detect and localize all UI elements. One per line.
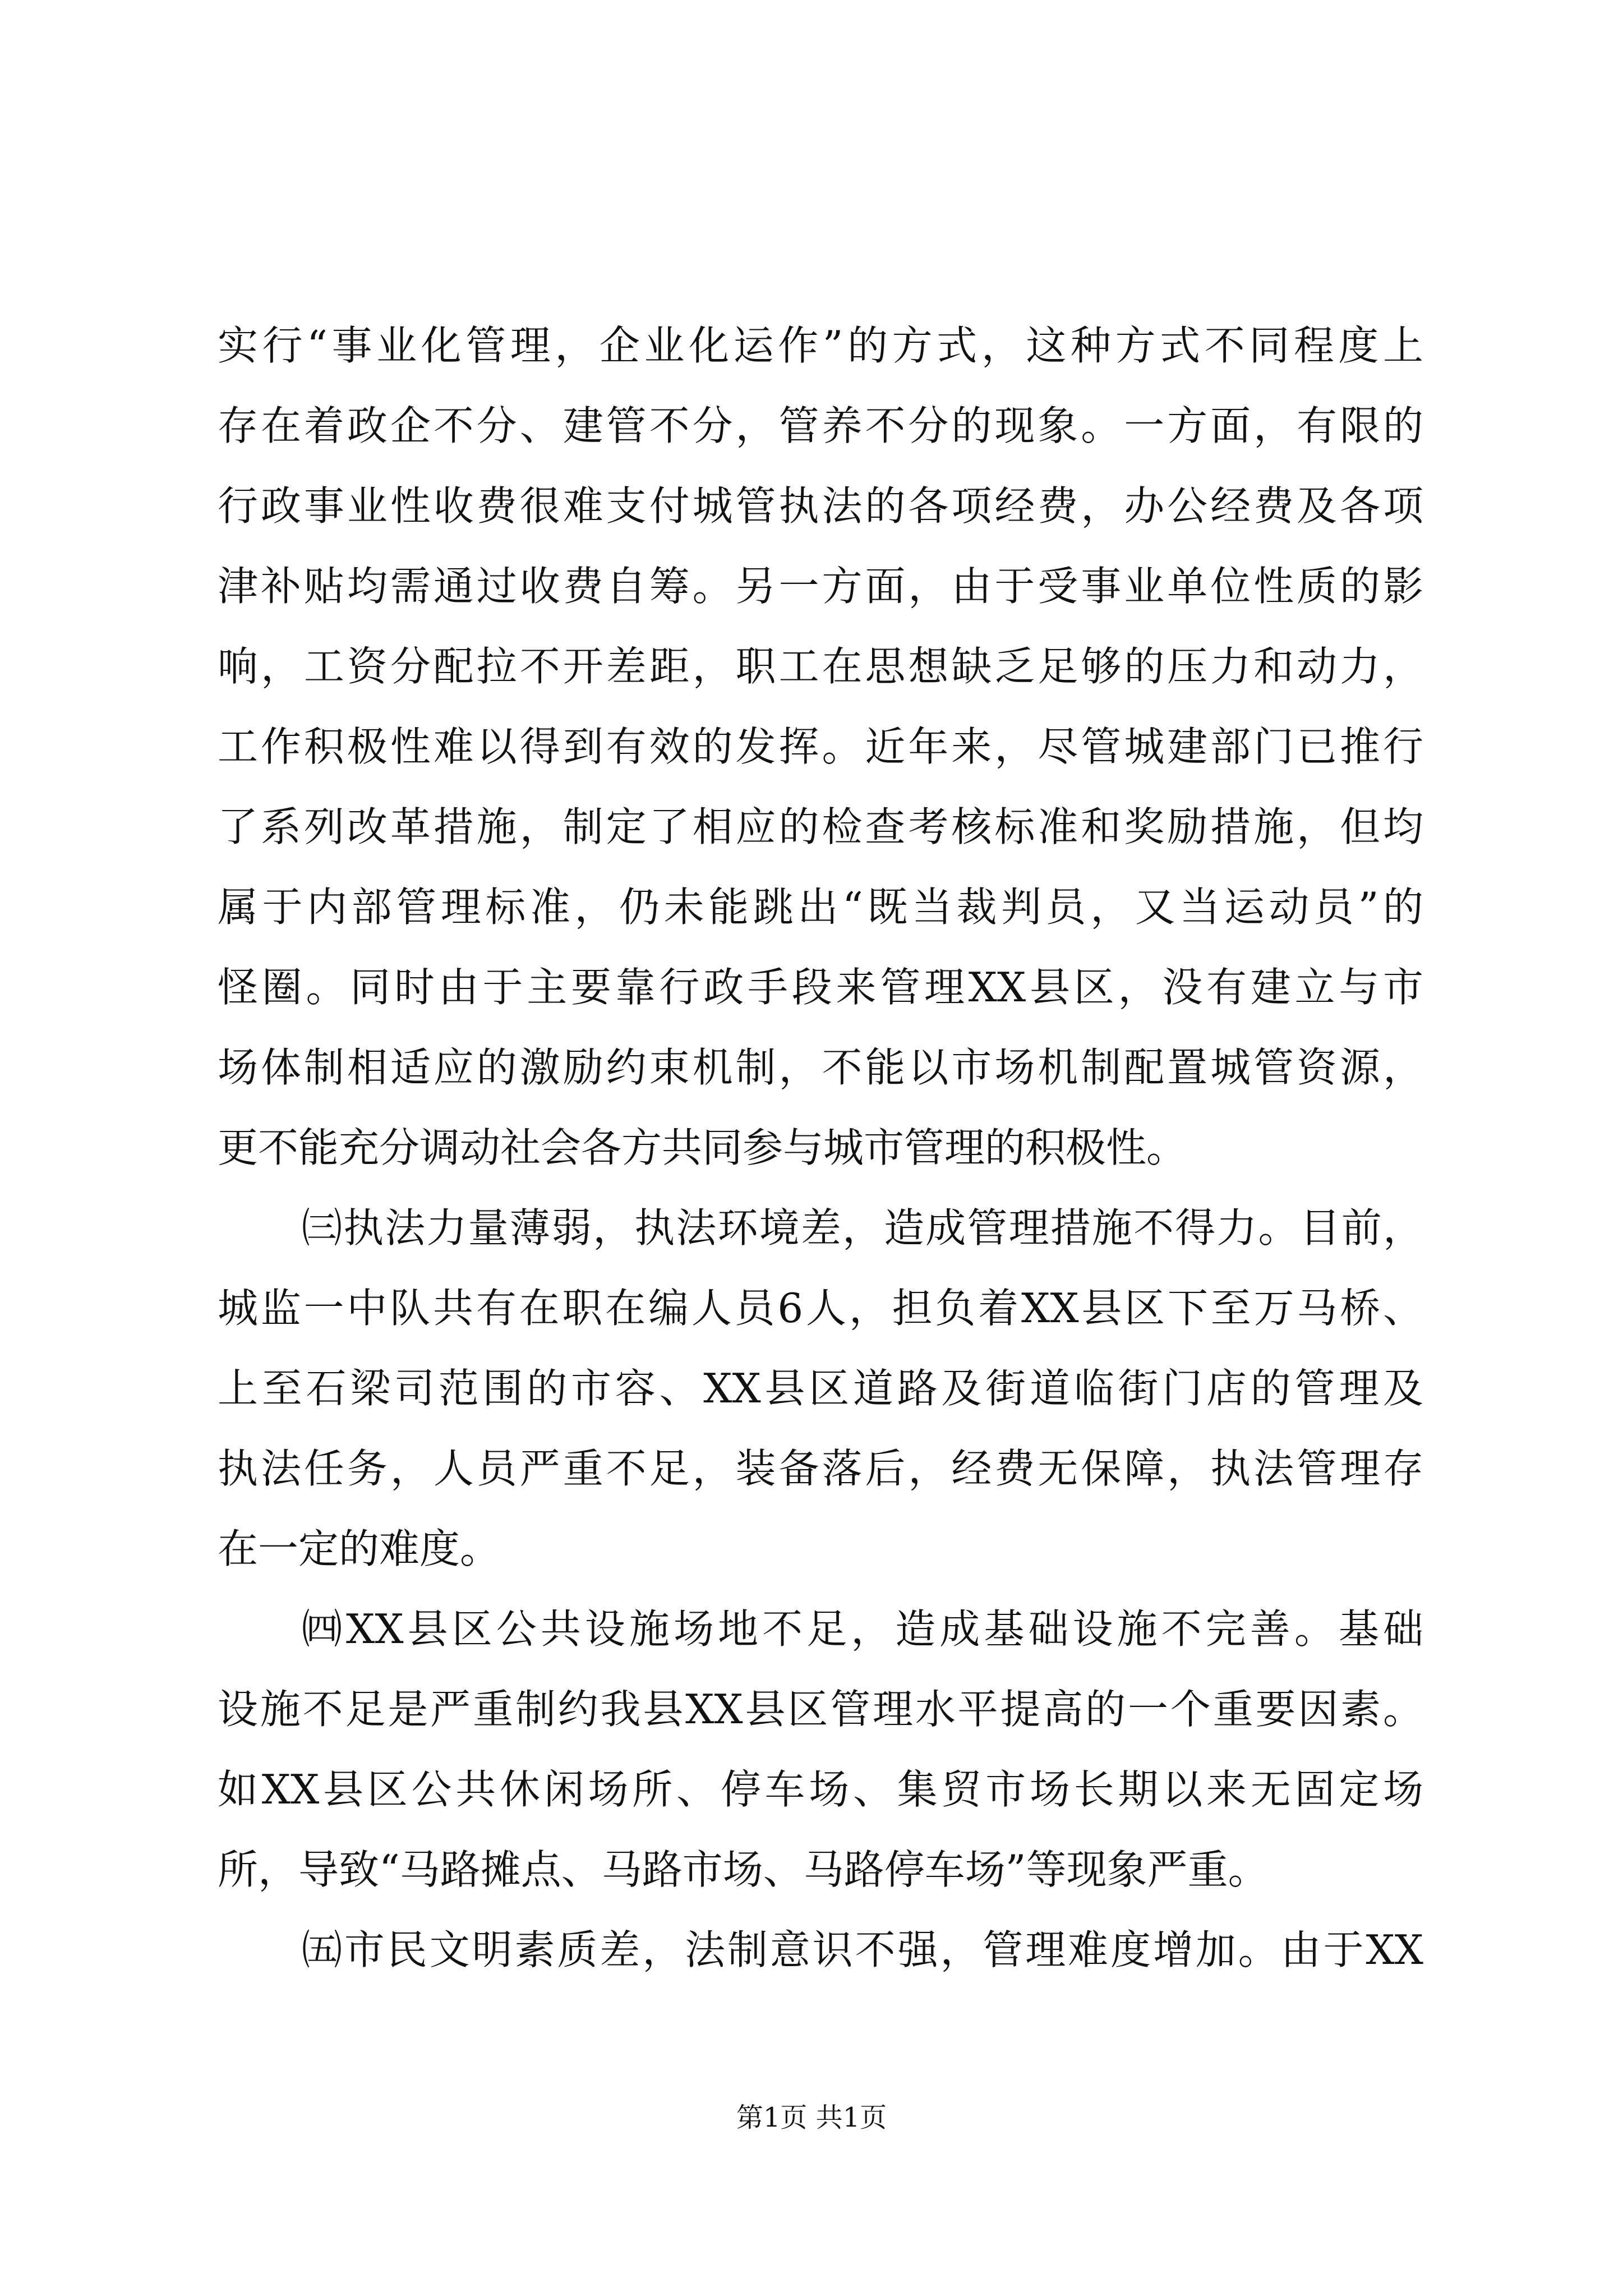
text-line: 场体制相适应的激励约束机制，不能以市场机制配置城管资源，: [218, 1044, 1423, 1091]
text-line: 工作积极性难以得到有效的发挥。近年来，尽管城建部门已推行: [218, 723, 1423, 770]
text-line: 执法任务，人员严重不足，装备落后，经费无保障，执法管理存: [218, 1445, 1423, 1492]
text-line: 行政事业性收费很难支付城管执法的各项经费，办公经费及各项: [218, 482, 1423, 530]
paragraph-public-facilities: [218, 1589, 1423, 1910]
text-line: ㈤市民文明素质差，法制意识不强，管理难度增加。由于XX: [302, 1926, 1423, 1973]
text-line: 津补贴均需通过收费自筹。另一方面，由于受事业单位性质的影: [218, 563, 1423, 610]
page-footer: 第1页 共1页: [736, 2102, 887, 2133]
text-line: 更不能充分调动社会各方共同参与城市管理的积极性。: [218, 1124, 1187, 1171]
text-line: 响，工资分配拉不开差距，职工在思想缺乏足够的压力和动力，: [218, 643, 1423, 690]
text-line: 怪圈。同时由于主要靠行政手段来管理XX县区，没有建立与市: [218, 964, 1423, 1011]
paragraph-enforcement-weak: [218, 1188, 1423, 1589]
text-line: 如XX县区公共休闲场所、停车场、集贸市场长期以来无固定场: [218, 1766, 1423, 1813]
text-line: 存在着政企不分、建管不分，管养不分的现象。一方面，有限的: [218, 402, 1423, 449]
text-line: 了系列改革措施，制定了相应的检查考核标准和奖励措施，但均: [218, 803, 1423, 850]
text-line: 在一定的难度。: [218, 1525, 501, 1572]
text-line: 实行“事业化管理，企业化运作”的方式，这种方式不同程度上: [218, 322, 1423, 369]
text-line: 所，导致“马路摊点、马路市场、马路停车场”等现象严重。: [218, 1846, 1269, 1893]
text-line: 设施不足是严重制约我县XX县区管理水平提高的一个重要因素。: [218, 1686, 1423, 1733]
document-body: [218, 306, 1423, 1990]
text-line: 城监一中队共有在职在编人员6人，担负着XX县区下至万马桥、: [218, 1285, 1423, 1332]
paragraph-citizen-quality: [218, 1910, 1423, 1990]
text-line: ㈣XX县区公共设施场地不足，造成基础设施不完善。基础: [302, 1605, 1423, 1653]
text-line: 属于内部管理标准，仍未能跳出“既当裁判员，又当运动员”的: [218, 884, 1423, 931]
text-line: 上至石梁司范围的市容、XX县区道路及街道临街门店的管理及: [218, 1365, 1423, 1412]
paragraph-management-model: [218, 306, 1423, 1188]
text-line: ㈢执法力量薄弱，执法环境差，造成管理措施不得力。目前，: [302, 1204, 1423, 1251]
